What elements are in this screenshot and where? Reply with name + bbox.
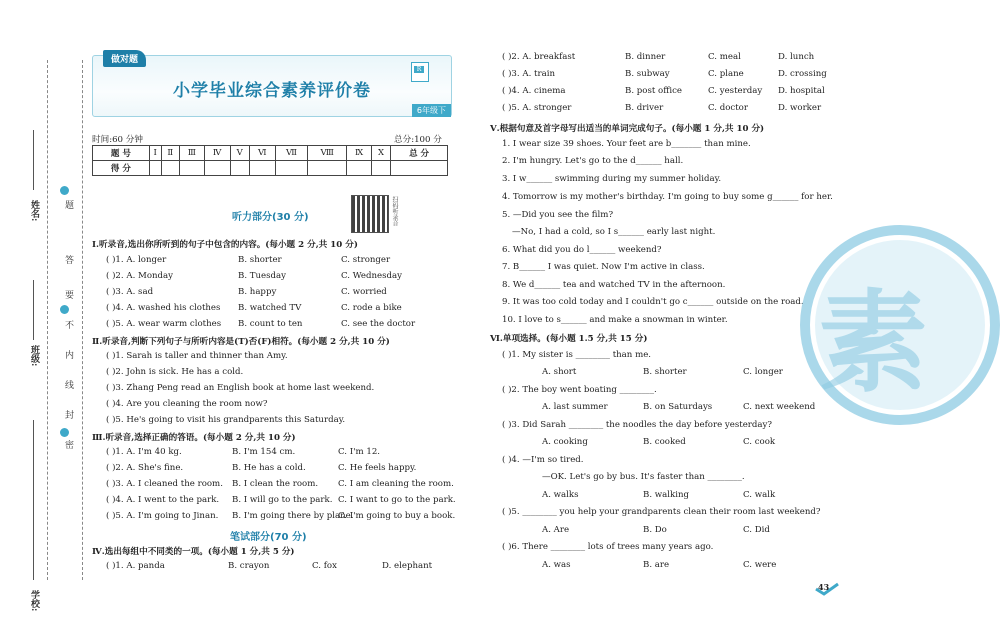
grade-badge: 6年级下 (412, 104, 451, 117)
score-header: Ⅴ (230, 146, 249, 161)
option: B. watched TV (238, 303, 302, 313)
option: B. subway (625, 69, 670, 79)
option: B. I will go to the park. (232, 495, 333, 505)
question-item: 9. It was too cold today and I couldn't go c______ outside on the road. (502, 297, 804, 307)
question-item: 10. I love to s______ and make a snowman in winter. (502, 315, 728, 325)
name-field[interactable] (33, 130, 34, 190)
option: C. stronger (341, 255, 391, 265)
option: D. worker (778, 103, 822, 113)
seal-char: 答 (63, 255, 73, 264)
brand-tag: 做对题 (103, 50, 146, 67)
question-item: ( )4. A. I went to the park. (106, 495, 220, 505)
option: B. shorter (643, 367, 687, 377)
option: D. lunch (778, 52, 815, 62)
option: C. next weekend (743, 402, 816, 412)
score-header: 总 分 (391, 146, 448, 161)
section-4-title: Ⅳ.选出每组中不同类的一项。(每小题 1 分,共 5 分) (92, 547, 295, 557)
option: B. crayon (228, 561, 270, 571)
score-header: Ⅲ (179, 146, 204, 161)
score-cell[interactable] (179, 161, 204, 176)
name-label: 姓名: (29, 200, 39, 222)
option: C. plane (708, 69, 744, 79)
score-header: Ⅸ (347, 146, 372, 161)
question-item: ( )3. Zhang Peng read an English book at home last weekend. (106, 383, 375, 393)
binding-circle-mark (60, 305, 69, 314)
option: B. happy (238, 287, 277, 297)
question-item: ( )5. ________ you help your grandparents clean their room last weekend? (502, 507, 821, 517)
seal-char: 要 (63, 290, 73, 299)
score-cell[interactable] (204, 161, 230, 176)
binding-dashed-line-2 (82, 60, 83, 580)
option: C. meal (708, 52, 741, 62)
class-label: 班级: (29, 345, 39, 367)
question-item: ( )5. A. stronger (502, 103, 572, 113)
option: B. I clean the room. (232, 479, 319, 489)
option: C. Wednesday (341, 271, 402, 281)
question-item-line2: —OK. Let's go by bus. It's faster than ________. (542, 472, 745, 482)
option: A. Are (542, 525, 570, 535)
question-item: 2. I'm hungry. Let's go to the d______ hall. (502, 156, 684, 166)
section-6-title: Ⅵ.单项选择。(每小题 1.5 分,共 15 分) (490, 334, 648, 344)
option: C. He feels happy. (338, 463, 417, 473)
section-2-title: Ⅱ.听录音,判断下列句子与所听内容是(T)否(F)相符。(每小题 2 分,共 10 分) (92, 337, 390, 347)
page-title: 小学毕业综合素养评价卷 (173, 81, 371, 101)
score-row-label: 得 分 (93, 161, 150, 176)
bookmark-icon: R (411, 62, 429, 82)
seal-char: 封 (63, 410, 73, 419)
score-header: Ⅷ (308, 146, 347, 161)
option: D. elephant (382, 561, 433, 571)
option: C. I'm going to buy a book. (338, 511, 456, 521)
question-item: ( )1. A. panda (106, 561, 165, 571)
option: D. crossing (778, 69, 827, 79)
watermark-char: 素 (818, 279, 928, 407)
score-cell[interactable] (230, 161, 249, 176)
question-item: 6. What did you do l______ weekend? (502, 245, 662, 255)
question-item: ( )3. A. I cleaned the room. (106, 479, 223, 489)
question-item: ( )6. There ________ lots of trees many years ago. (502, 542, 714, 552)
binding-circle-mark (60, 186, 69, 195)
option: B. walking (643, 490, 689, 500)
time-info: 时间:60 分钟 (92, 135, 143, 145)
score-header: Ⅹ (372, 146, 391, 161)
school-field[interactable] (33, 420, 34, 580)
option: C. I want to go to the park. (338, 495, 456, 505)
question-item: 5. —Did you see the film? (502, 210, 614, 220)
question-item: 4. Tomorrow is my mother's birthday. I'm going to buy some g______ for her. (502, 192, 833, 202)
score-header: Ⅳ (204, 146, 230, 161)
option: B. on Saturdays (643, 402, 713, 412)
option: C. yesterday (708, 86, 763, 96)
school-label: 学校: (29, 590, 39, 612)
question-item: ( )3. Did Sarah ________ the noodles the day before yesterday? (502, 420, 772, 430)
question-item: ( )1. A. I'm 40 kg. (106, 447, 182, 457)
question-item: ( )2. A. breakfast (502, 52, 576, 62)
option: B. I'm 154 cm. (232, 447, 296, 457)
option: B. post office (625, 86, 682, 96)
option: A. last summer (542, 402, 608, 412)
option: C. rode a bike (341, 303, 402, 313)
score-header: Ⅰ (149, 146, 161, 161)
question-item: 8. We d______ tea and watched TV in the afternoon. (502, 280, 726, 290)
seal-char: 不 (63, 320, 73, 329)
option: B. are (643, 560, 670, 570)
option: B. dinner (625, 52, 666, 62)
section-3-title: Ⅲ.听录音,选择正确的答语。(每小题 2 分,共 10 分) (92, 433, 296, 443)
question-item: ( )4. Are you cleaning the room now? (106, 399, 268, 409)
option: B. shorter (238, 255, 282, 265)
option: C. were (743, 560, 777, 570)
option: A. was (542, 560, 571, 570)
question-item: —No, I had a cold, so I s______ early last night. (512, 227, 716, 237)
option: B. I'm going there by plane. (232, 511, 354, 521)
score-cell[interactable] (391, 161, 448, 176)
listening-section-title: 听力部分(30 分) (232, 212, 309, 223)
question-item: ( )3. A. sad (106, 287, 154, 297)
seal-char: 线 (63, 380, 73, 389)
question-item: ( )5. A. wear warm clothes (106, 319, 222, 329)
option: C. worried (341, 287, 387, 297)
option: C. longer (743, 367, 783, 377)
option: C. Did (743, 525, 770, 535)
score-header: Ⅱ (161, 146, 179, 161)
option: C. doctor (708, 103, 748, 113)
score-cell[interactable] (149, 161, 161, 176)
question-item: ( )3. A. train (502, 69, 556, 79)
score-header: 题 号 (93, 146, 150, 161)
binding-dashed-line (47, 60, 48, 580)
option: C. I am cleaning the room. (338, 479, 454, 489)
seal-char: 密 (63, 440, 73, 449)
seal-char: 内 (63, 350, 73, 359)
option: B. count to ten (238, 319, 303, 329)
option: B. Tuesday (238, 271, 287, 281)
page-number: 43 (818, 582, 830, 592)
total-info: 总分:100 分 (394, 135, 442, 145)
score-cell[interactable] (372, 161, 391, 176)
question-item: 7. B______ I was quiet. Now I'm active in class. (502, 262, 705, 272)
option: B. driver (625, 103, 664, 113)
option: A. walks (542, 490, 579, 500)
score-cell[interactable] (308, 161, 347, 176)
question-item: 3. I w______ swimming during my summer holiday. (502, 174, 722, 184)
section-5-title: Ⅴ.根据句意及首字母写出适当的单词完成句子。(每小题 1 分,共 10 分) (490, 124, 765, 134)
option: B. He has a cold. (232, 463, 306, 473)
option: C. fox (312, 561, 337, 571)
question-item: ( )2. A. She's fine. (106, 463, 184, 473)
qr-caption: 扫码听录音 (391, 196, 398, 226)
option: C. cook (743, 437, 776, 447)
score-cell[interactable] (347, 161, 372, 176)
question-item: ( )5. He's going to visit his grandparents this Saturday. (106, 415, 346, 425)
score-cell[interactable] (161, 161, 179, 176)
score-header: Ⅶ (275, 146, 307, 161)
writing-section-title: 笔试部分(70 分) (230, 532, 307, 543)
section-1-title: Ⅰ.听录音,选出你所听到的句子中包含的内容。(每小题 2 分,共 10 分) (92, 240, 358, 250)
question-item: ( )4. A. washed his clothes (106, 303, 221, 313)
question-item: ( )5. A. I'm going to Jinan. (106, 511, 219, 521)
score-cell[interactable] (249, 161, 275, 176)
qr-code[interactable] (351, 195, 389, 233)
score-cell[interactable] (275, 161, 307, 176)
score-header: Ⅵ (249, 146, 275, 161)
option: C. see the doctor (341, 319, 416, 329)
binding-circle-mark (60, 428, 69, 437)
question-item: ( )4. —I'm so tired. (502, 455, 584, 465)
question-item: ( )2. The boy went boating ________. (502, 385, 657, 395)
question-item: ( )1. A. longer (106, 255, 167, 265)
question-item: ( )4. A. cinema (502, 86, 566, 96)
option: C. I'm 12. (338, 447, 381, 457)
question-item: ( )2. A. Monday (106, 271, 174, 281)
option: D. hospital (778, 86, 825, 96)
question-item: 1. I wear size 39 shoes. Your feet are b_______ than mine. (502, 139, 751, 149)
class-field[interactable] (33, 280, 34, 340)
question-item: ( )1. Sarah is taller and thinner than Amy. (106, 351, 288, 361)
option: B. Do (643, 525, 667, 535)
question-item: ( )1. My sister is ________ than me. (502, 350, 652, 360)
option: C. walk (743, 490, 776, 500)
score-table (92, 145, 448, 176)
option: A. cooking (542, 437, 588, 447)
option: B. cooked (643, 437, 686, 447)
option: A. short (542, 367, 577, 377)
question-item: ( )2. John is sick. He has a cold. (106, 367, 244, 377)
seal-char: 题 (63, 200, 73, 209)
